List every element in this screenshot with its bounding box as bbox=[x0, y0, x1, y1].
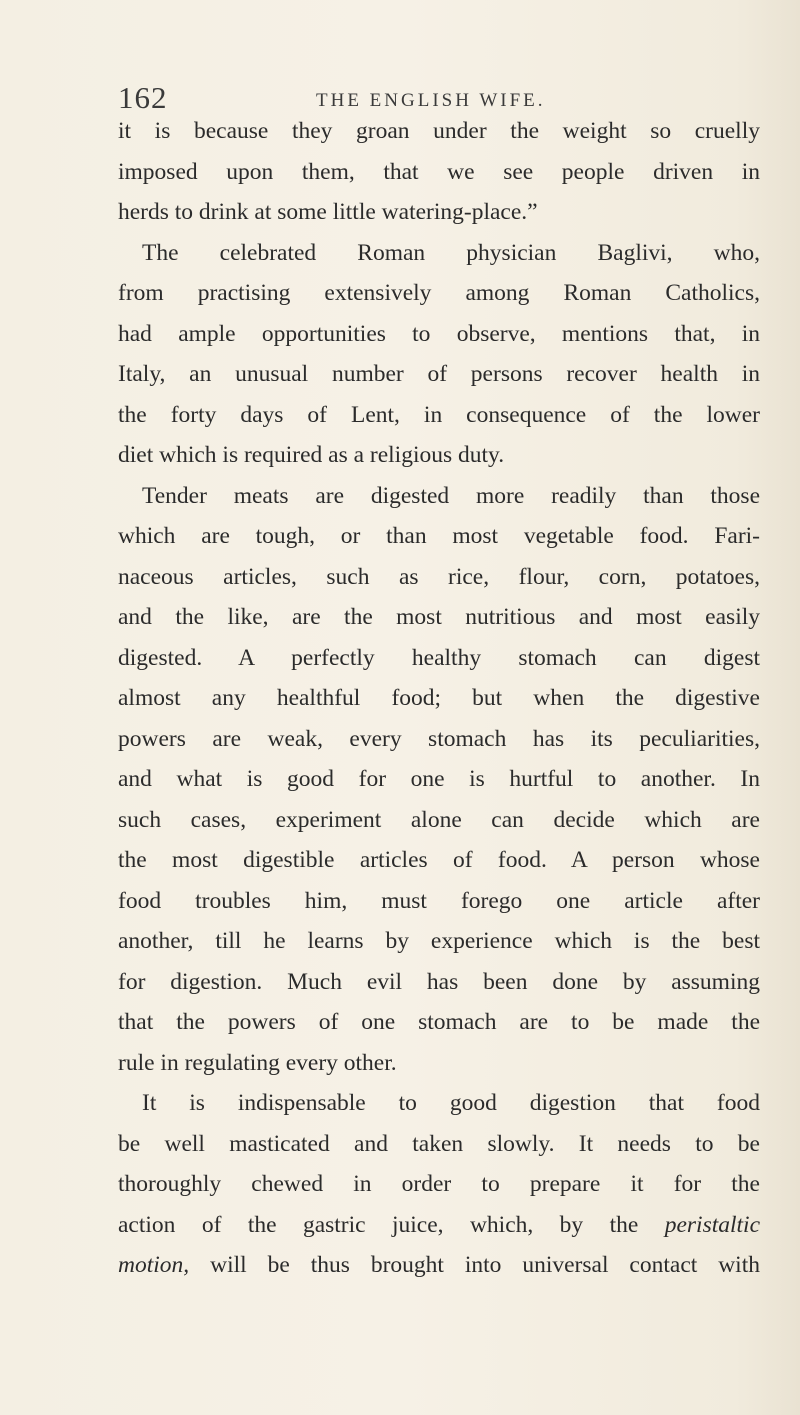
text-line: thoroughly chewed in order to prepare it for the bbox=[118, 1171, 760, 1197]
text-line: be well masticated and taken slowly. It needs to be bbox=[118, 1130, 760, 1157]
running-head: THE ENGLISH WIFE. bbox=[316, 90, 546, 111]
text-line: food troubles him, must forego one article after bbox=[118, 887, 760, 914]
text-line: another, till he learns by experience which is the best bbox=[118, 928, 760, 954]
text-line bbox=[118, 1245, 760, 1286]
text-line: and the like, are the most nutritious and most easily bbox=[118, 604, 760, 630]
text-line: diet which is required as a religious duty. bbox=[118, 442, 505, 468]
text-line: for digestion. Much evil has been done by assuming bbox=[118, 968, 760, 995]
text-line: had ample opportunities to observe, mentions that, in bbox=[118, 320, 760, 347]
text-line-part: will be thus brought into universal contact with bbox=[210, 1252, 760, 1278]
text-line: powers are weak, every stomach has its peculiarities, bbox=[118, 725, 760, 752]
text-line-part: action of the gastric juice, which, by the bbox=[118, 1211, 639, 1238]
text-line: digested. A perfectly healthy stomach can digest bbox=[118, 644, 760, 671]
text-line: and what is good for one is hurtful to another. In bbox=[118, 766, 760, 792]
text-line: from practising extensively among Roman Catholics, bbox=[118, 280, 760, 306]
text-line: which are tough, or than most vegetable food. Fari- bbox=[118, 523, 760, 549]
italic-term: motion, bbox=[118, 1252, 190, 1278]
text-line: Italy, an unusual number of persons recover health in bbox=[118, 361, 760, 387]
text-line: Tender meats are digested more readily than those bbox=[142, 482, 760, 509]
text-line: such cases, experiment alone can decide which are bbox=[118, 806, 760, 833]
body-text bbox=[118, 111, 760, 1286]
text-line: the forty days of Lent, in consequence of the lower bbox=[118, 401, 760, 428]
text-line bbox=[118, 1205, 760, 1246]
text-line: that the powers of one stomach are to be made the bbox=[118, 1009, 760, 1035]
text-line: herds to drink at some little watering-place.” bbox=[118, 199, 538, 225]
text-line: It is indispensable to good digestion that food bbox=[142, 1090, 760, 1116]
text-line: imposed upon them, that we see people driven in bbox=[118, 158, 760, 185]
text-line: rule in regulating every other. bbox=[118, 1049, 397, 1076]
page-number: 162 bbox=[118, 80, 168, 115]
text-line: it is because they groan under the weight so cruelly bbox=[118, 118, 760, 144]
text-line: naceous articles, such as rice, flour, corn, potatoes, bbox=[118, 563, 760, 590]
text-line: almost any healthful food; but when the digestive bbox=[118, 685, 760, 711]
italic-term: peristaltic bbox=[664, 1211, 761, 1238]
text-line: The celebrated Roman physician Baglivi, who, bbox=[142, 239, 760, 266]
text-line: the most digestible articles of food. A person whose bbox=[118, 847, 760, 873]
